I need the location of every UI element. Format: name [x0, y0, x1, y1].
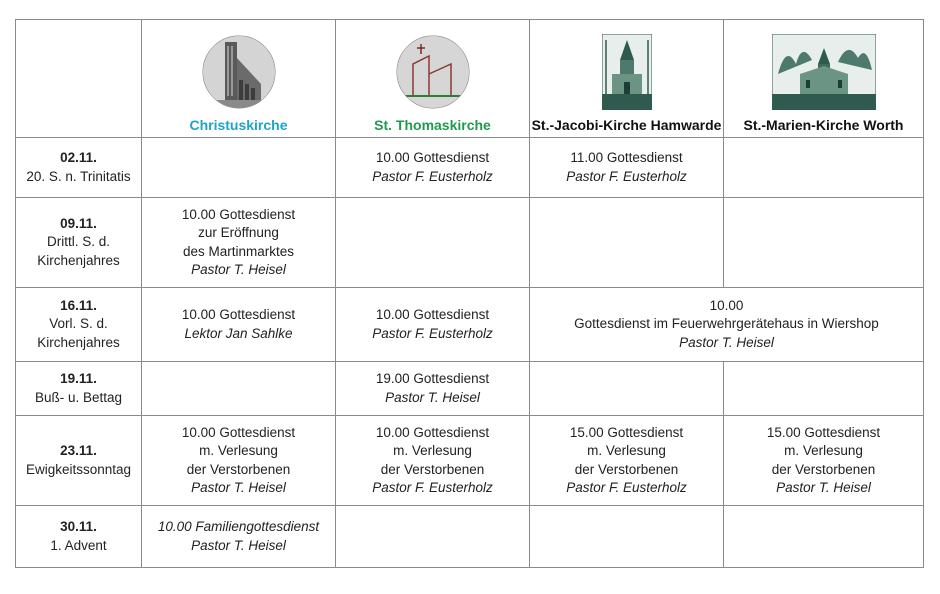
header-row: [16, 20, 924, 138]
occasion-label: Kirchenjahres: [37, 334, 120, 350]
service-detail: m. Verlesung: [393, 443, 472, 458]
service-detail: zur Eröffnung: [198, 225, 279, 240]
pastor-name: Pastor F. Eusterholz: [372, 168, 493, 184]
service-cell-marienkirche: [724, 198, 924, 288]
christuskirche-photo: [201, 34, 277, 110]
pastor-name: Pastor T. Heisel: [679, 334, 774, 350]
service-cell-jacobikirche: [530, 198, 724, 288]
service-cell-thomaskirche: [336, 198, 530, 288]
service-cell-christuskirche: [142, 506, 336, 568]
date-label: 30.11.: [60, 519, 97, 534]
header-christuskirche: [142, 20, 336, 138]
header-thomaskirche: [336, 20, 530, 138]
service-cell-jacobi-marien-combined: [530, 288, 924, 362]
service-cell-jacobikirche: [530, 138, 724, 198]
pastor-name: Pastor T. Heisel: [191, 537, 286, 553]
pastor-name: Pastor T. Heisel: [191, 480, 286, 495]
date-label: 02.11.: [60, 150, 97, 165]
church-name-jacobikirche: St.-Jacobi-Kirche Hamwarde: [531, 116, 722, 133]
marienkirche-drawing: [772, 34, 876, 110]
service-time: 10.00 Gottesdienst: [375, 424, 490, 440]
pastor-name: Pastor T. Heisel: [191, 262, 286, 277]
pastor-name: Pastor T. Heisel: [776, 480, 871, 495]
service-cell-marienkirche: [724, 416, 924, 506]
pastor-name: Pastor F. Eusterholz: [372, 480, 493, 495]
service-schedule-table: [15, 19, 924, 568]
thomaskirche-photo: [395, 34, 471, 110]
pastor-name: Pastor F. Eusterholz: [566, 168, 687, 184]
service-cell-christuskirche: [142, 362, 336, 416]
service-time: 15.00 Gottesdienst: [766, 424, 881, 440]
date-label: 09.11.: [60, 215, 97, 231]
header-marienkirche: [724, 20, 924, 138]
service-time: 10.00 Gottesdienst: [181, 424, 296, 440]
service-cell-christuskirche: [142, 416, 336, 506]
service-cell-christuskirche: [142, 198, 336, 288]
pastor-name: Pastor F. Eusterholz: [566, 480, 687, 495]
date-label: 23.11.: [60, 443, 97, 458]
service-cell-thomaskirche: [336, 138, 530, 198]
service-detail: der Verstorbenen: [771, 461, 876, 477]
service-cell-thomaskirche: [336, 416, 530, 506]
service-cell-marienkirche: [724, 138, 924, 198]
table-row: [16, 416, 924, 506]
service-cell-christuskirche: [142, 288, 336, 362]
occasion-label: Drittl. S. d.: [46, 234, 110, 250]
jacobikirche-drawing: [602, 34, 652, 110]
table-row: [16, 138, 924, 198]
table-row: [16, 362, 924, 416]
service-cell-jacobikirche: [530, 416, 724, 506]
service-cell-jacobikirche: [530, 506, 724, 568]
church-name-marienkirche: St.-Marien-Kirche Worth: [743, 116, 904, 133]
occasion-label: 1. Advent: [50, 537, 107, 553]
service-cell-christuskirche: [142, 138, 336, 198]
occasion-label: Vorl. S. d.: [49, 316, 108, 332]
church-name-thomaskirche: St. Thomaskirche: [374, 116, 491, 133]
service-time: 15.00 Gottesdienst: [569, 424, 684, 440]
pastor-name: Lektor Jan Sahlke: [184, 325, 293, 341]
occasion-label: Kirchenjahres: [37, 252, 120, 268]
service-cell-thomaskirche: [336, 362, 530, 416]
occasion-label: Buß- u. Bettag: [34, 389, 123, 405]
date-label: 16.11.: [60, 297, 97, 313]
service-time: 10.00 Gottesdienst: [375, 307, 490, 322]
table-row: [16, 506, 924, 568]
occasion-label: 20. S. n. Trinitatis: [26, 168, 131, 184]
service-time: 10.00: [709, 297, 744, 313]
service-cell-thomaskirche: [336, 506, 530, 568]
service-cell-jacobikirche: [530, 362, 724, 416]
service-detail: Gottesdienst im Feuerwehrgerätehaus in Wiershop: [574, 316, 879, 332]
date-label: 19.11.: [60, 371, 97, 386]
table-row: [16, 288, 924, 362]
service-time: 19.00 Gottesdienst: [375, 371, 490, 386]
table-row: [16, 198, 924, 288]
date-cell: [16, 288, 142, 362]
service-detail: m. Verlesung: [587, 443, 666, 458]
service-cell-marienkirche: [724, 506, 924, 568]
service-cell-thomaskirche: [336, 288, 530, 362]
occasion-label: Ewigkeitssonntag: [25, 461, 132, 477]
service-detail: der Verstorbenen: [186, 461, 291, 477]
empty-corner-cell: [16, 20, 142, 138]
service-time: 11.00 Gottesdienst: [570, 150, 683, 165]
date-cell: [16, 198, 142, 288]
service-time: 10.00 Gottesdienst: [181, 206, 296, 222]
service-detail: der Verstorbenen: [574, 461, 679, 477]
date-cell: [16, 506, 142, 568]
service-time: 10.00 Gottesdienst: [375, 150, 490, 165]
service-detail: des Martinmarktes: [182, 243, 295, 259]
pastor-name: Pastor F. Eusterholz: [372, 325, 493, 341]
pastor-name: Pastor T. Heisel: [385, 389, 480, 405]
service-detail: der Verstorbenen: [380, 461, 485, 477]
date-cell: [16, 138, 142, 198]
service-time: 10.00 Familiengottesdienst: [157, 519, 320, 534]
service-detail: m. Verlesung: [784, 443, 863, 458]
service-cell-marienkirche: [724, 362, 924, 416]
date-cell: [16, 416, 142, 506]
church-name-christuskirche: Christuskirche: [189, 116, 288, 133]
date-cell: [16, 362, 142, 416]
service-detail: m. Verlesung: [199, 443, 278, 458]
header-jacobikirche: [530, 20, 724, 138]
service-time: 10.00 Gottesdienst: [181, 307, 296, 322]
